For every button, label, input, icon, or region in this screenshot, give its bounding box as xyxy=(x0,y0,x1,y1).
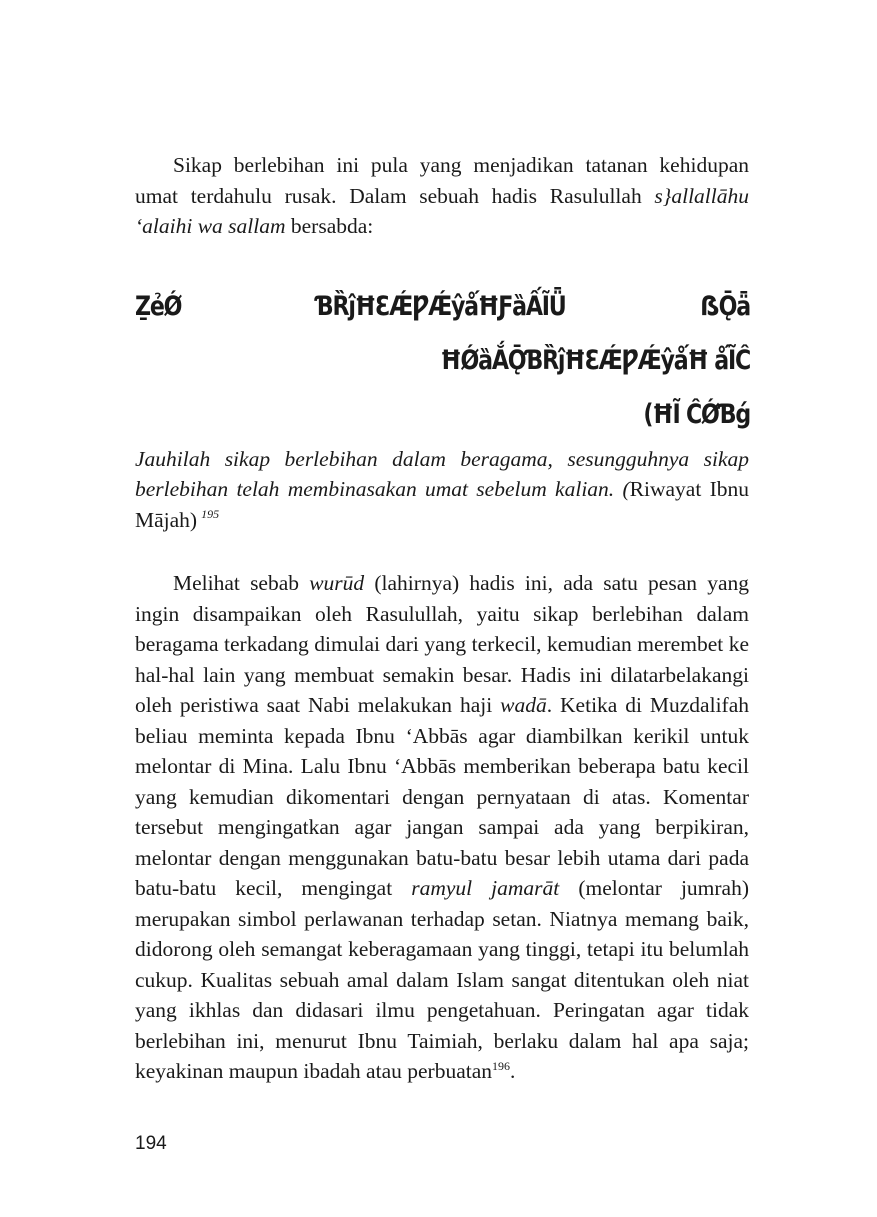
paragraph-intro-text: Sikap berlebihan ini pula yang menjadikan tatanan kehidupan umat terdahulu rusak. Dalam sebuah hadis Rasulullah xyxy=(135,153,749,208)
explanation-term-ramyul-jamarat: ramyul jamarāt xyxy=(411,876,560,900)
explanation-text-2: (lahirnya) hadis ini, ada satu pesan yang ingin disampaikan oleh Rasulullah, yaitu sikap berlebihan dalam beragama terkadang dimulai dari yang terkecil, kemudian merembet ke hal-hal lain yang membuat semakin besar. Hadis ini dilatarbelakangi oleh peristiwa saat Nabi melakukan haji xyxy=(135,571,749,717)
explanation-term-wurud: wurūd xyxy=(309,571,365,595)
explanation-text-1: Melihat sebab xyxy=(173,571,310,595)
page-number: 194 xyxy=(135,1133,167,1154)
paragraph-intro xyxy=(135,150,749,242)
arabic-line-2: (ĦĨ ĈǾƁǵ xyxy=(643,398,750,430)
paragraph-explanation xyxy=(135,568,749,1087)
explanation-term-wada: wadā xyxy=(500,693,547,717)
footnote-ref-195[interactable]: 195 xyxy=(201,507,220,522)
hadith-translation xyxy=(135,444,749,536)
explanation-text-5: . xyxy=(510,1059,516,1083)
arabic-hadith-text xyxy=(135,280,750,442)
footnote-ref-196[interactable]: 196 xyxy=(492,1058,510,1073)
explanation-text-4: (melontar jumrah) merupakan simbol perlawanan terhadap setan. Niatnya memang baik, didorong oleh semangat keberagamaan yang tinggi, tetapi itu belumlah cukup. Kualitas sebuah amal dalam Islam sangat ditentukan oleh niat yang ikhlas dan didasari ilmu pengetahuan. Peringatan agar tidak berlebihan ini, menurut Ibnu Taimiah, berlaku dalam hal apa saja; keyakinan maupun ibadah atau perbuatan xyxy=(135,876,749,1083)
page-content xyxy=(135,150,749,1087)
arabic-line-1: ẔẻǾ ƁȐĵĦƐǼǷǼŷǻĦƑȁẤĨǕ ẞǬǟ ĦǾȁẮǬƁȐĵĦƐǼǷǼŷǻĦ ǻĨĈ xyxy=(135,290,750,376)
paragraph-intro-ending: bersabda: xyxy=(285,214,374,238)
paragraph-intro-honorific: s}allallāhu ‘alaihi wa sallam xyxy=(135,183,749,238)
explanation-text-3: . Ketika di Muzdalifah beliau meminta kepada Ibnu ‘Abbās agar diambilkan kerikil untuk melontar di Mina. Lalu Ibnu ‘Abbās memberikan beberapa batu kecil yang kemudian dikomentari dengan pernyataan di atas. Komentar tersebut mengingatkan agar jangan sampai ada yang berpikiran, melontar dengan menggunakan batu-batu besar lebih utama dari pada batu-batu kecil, mengingat xyxy=(135,693,750,900)
translation-source: Riwayat Ibnu Mājah) xyxy=(135,477,749,532)
translation-italic: Jauhilah sikap berlebihan dalam beragama, sesungguhnya sikap berlebihan telah membinasakan umat sebelum kalian. ( xyxy=(135,446,749,501)
